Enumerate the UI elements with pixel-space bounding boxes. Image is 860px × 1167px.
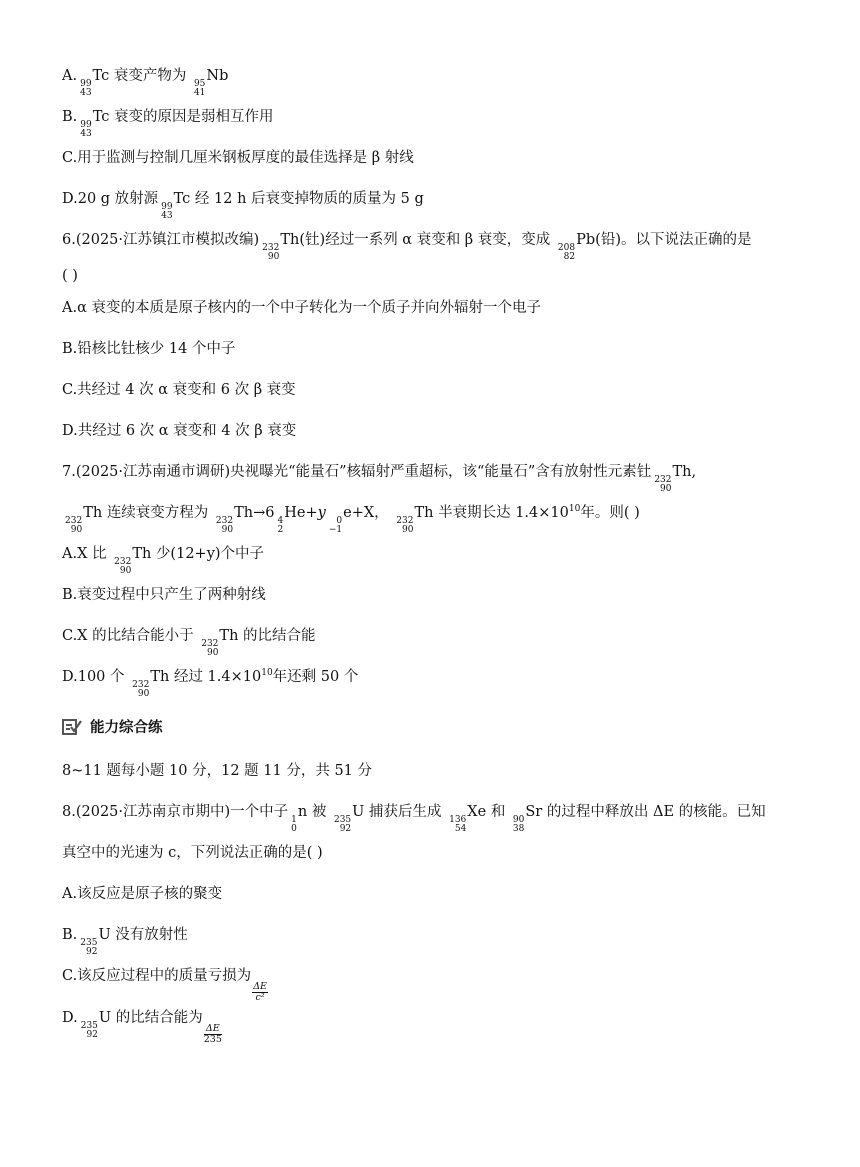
q7-stem-line2: 232 90 Th 连续衰变方程为 232 90 Th→6 4 2 He+y 0 −1 e+X， 232 90 Th 半衰期长达 $1.4\times 10^{10}$年。则( ) (65, 504, 640, 535)
q5-option-b: B. 99 43 Tc 衰变的原因是弱相互作用 (62, 109, 274, 139)
scoring-note: 8~11 题每小题 10 分，12 题 11 分，共 51 分 (62, 763, 373, 779)
q6-option-b: B.铅核比钍核少 14 个中子 (62, 341, 236, 357)
q6-stem: 6.(2025·江苏镇江市模拟改编) 232 90 Th(钍)经过一系列 α 衰变和 β 衰变，变成 208 82 Pb(铅)。以下说法正确的是 (62, 232, 752, 262)
q8-option-b: B. 235 92 U 没有放射性 (62, 927, 188, 957)
nuclide: 95 41 (193, 79, 206, 98)
q7-option-b: B.衰变过程中只产生了两种射线 (62, 587, 266, 603)
nuclide: 0 −1 (328, 516, 343, 535)
nuclide: 232 90 (132, 680, 150, 699)
nuclide: 4 2 (277, 516, 284, 535)
q5-option-a: A. 99 43 Tc 衰变产物为 95 41 Nb (62, 68, 229, 98)
nuclide: 232 90 (215, 516, 234, 535)
q8-stem-line2: 真空中的光速为 c，下列说法正确的是( ) (62, 845, 323, 861)
nuclide: 232 90 (201, 639, 219, 658)
nuclide: 235 92 (80, 938, 98, 957)
nuclide: 99 43 (80, 79, 92, 98)
q5-option-c: C.用于监测与控制几厘米钢板厚度的最佳选择是 β 射线 (62, 150, 414, 166)
q8-stem-line1: 8.(2025·江苏南京市期中)一个中子 1 0 n 被 235 92 U 捕获后生成 136 54 Xe 和 90 38 Sr 的过程中释放出 ΔE 的核能。已知 (62, 804, 766, 834)
nuclide: 232 90 (262, 243, 280, 262)
nuclide: 232 90 (114, 557, 132, 576)
q8-option-d: D. 235 92 U 的比结合能为 $\frac{\Delta E}{235}$ (62, 1010, 222, 1045)
nuclide: 1 0 (291, 815, 297, 834)
nuclide: 232 90 (654, 475, 672, 494)
q7-option-c: C.X 的比结合能小于 232 90 Th 的比结合能 (62, 628, 316, 658)
q6-option-a: A.α 衰变的本质是原子核内的一个中子转化为一个质子并向外辐射一个电子 (62, 300, 541, 316)
nuclide: 99 43 (80, 120, 92, 139)
q7-option-a: A.X 比 232 90 Th 少(12+y)个中子 (62, 546, 265, 576)
q8-option-c: C.该反应过程中的质量亏损为 $\frac{\Delta E}{\text{c²}}$ (62, 968, 267, 1003)
q6-option-d: D.共经过 6 次 α 衰变和 4 次 β 衰变 (62, 423, 297, 439)
nuclide: 99 43 (161, 202, 173, 221)
q8-option-a: A.该反应是原子核的聚变 (62, 886, 223, 902)
nuclide: 232 90 (65, 516, 83, 535)
section-title: 能力综合练 (90, 720, 163, 736)
q6-answer-paren: ( ) (62, 268, 78, 284)
nuclide: 136 54 (449, 815, 467, 834)
q5-option-d: D.20 g 放射源 99 43 Tc 经 12 h 后衰变掉物质的质量为 5 g (62, 191, 424, 221)
nuclide: 90 38 (512, 815, 525, 834)
fraction: $\frac{\Delta E}{\text{c²}}$ (253, 981, 267, 1003)
nuclide: 235 92 (333, 815, 352, 834)
checklist-icon (62, 718, 82, 736)
fraction: $\frac{\Delta E}{235}$ (203, 1023, 222, 1045)
section-header (62, 716, 163, 737)
nuclide: 232 90 (396, 516, 414, 535)
nuclide: 208 82 (557, 243, 576, 262)
q6-option-c: C.共经过 4 次 α 衰变和 6 次 β 衰变 (62, 382, 296, 398)
q7-option-d: D.100 个 232 90 Th 经过 $1.4\times 10^{10}$年还剩 50 个 (62, 668, 359, 699)
nuclide: 235 92 (80, 1021, 98, 1040)
q7-stem-line1: 7.(2025·江苏南通市调研)央视曝光“能量石”核辐射严重超标，该“能量石”含有放射性元素钍 232 90 Th, (62, 464, 697, 494)
